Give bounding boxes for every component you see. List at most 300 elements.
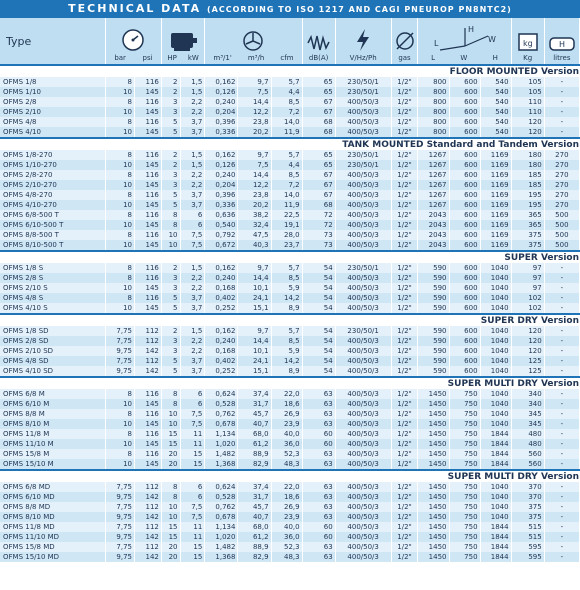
table-cell: 1,5 xyxy=(180,87,205,97)
technical-data-table xyxy=(0,18,580,562)
table-cell: - xyxy=(544,273,579,283)
table-cell: 23,7 xyxy=(271,240,302,251)
table-cell: 145 xyxy=(135,439,162,449)
table-cell: 1/2" xyxy=(391,482,418,492)
table-cell: 1844 xyxy=(480,532,511,542)
table-cell: 40,7 xyxy=(238,419,271,429)
model-cell: OFMS 1/8 S xyxy=(0,263,106,273)
table-cell: 400/50/3 xyxy=(335,449,391,459)
table-cell: 40,0 xyxy=(271,429,302,439)
table-cell: - xyxy=(544,482,579,492)
table-cell: 500 xyxy=(544,220,579,230)
table-cell: 63 xyxy=(302,459,335,470)
model-cell: OFMS 15/8 M xyxy=(0,449,106,459)
table-cell: 26,9 xyxy=(271,502,302,512)
table-cell: 8,9 xyxy=(271,366,302,377)
table-cell: 5 xyxy=(161,200,180,210)
table-cell: 400/50/3 xyxy=(335,230,391,240)
table-cell: 600 xyxy=(449,220,480,230)
table-cell: - xyxy=(544,107,579,117)
table-cell: 270 xyxy=(544,150,579,160)
table-cell: 65 xyxy=(302,160,335,170)
section-title: SUPER MULTI DRY Version xyxy=(0,470,580,482)
model-cell: OFMS 11/8 M xyxy=(0,429,106,439)
table-cell: 1450 xyxy=(418,399,449,409)
table-cell: 590 xyxy=(418,336,449,346)
table-cell: 2 xyxy=(161,77,180,87)
table-cell: 6 xyxy=(180,399,205,409)
table-cell: 88,9 xyxy=(238,449,271,459)
table-cell: 600 xyxy=(449,127,480,138)
table-cell: 1267 xyxy=(418,170,449,180)
table-cell: 7,5 xyxy=(180,230,205,240)
table-cell: 116 xyxy=(135,263,162,273)
table-cell: 345 xyxy=(511,409,544,419)
table-cell: 400/50/3 xyxy=(335,303,391,314)
table-cell: 400/50/3 xyxy=(335,170,391,180)
table-cell: 5,7 xyxy=(271,326,302,336)
table-cell: 1/2" xyxy=(391,127,418,138)
table-cell: 1,134 xyxy=(205,522,238,532)
table-cell: 3 xyxy=(161,97,180,107)
model-cell: OFMS 8/8 MD xyxy=(0,502,106,512)
table-cell: 5,7 xyxy=(271,263,302,273)
svg-text:H: H xyxy=(467,25,474,34)
model-cell: OFMS 1/8 SD xyxy=(0,326,106,336)
table-cell: 375 xyxy=(511,230,544,240)
table-cell: 22,0 xyxy=(271,389,302,399)
table-cell: 14,2 xyxy=(271,293,302,303)
table-cell: 1450 xyxy=(418,409,449,419)
table-cell: 26,9 xyxy=(271,409,302,419)
table-cell: 5,7 xyxy=(271,77,302,87)
table-cell: 0,624 xyxy=(205,389,238,399)
table-cell: 1/2" xyxy=(391,326,418,336)
page-subtitle: (ACCORDING TO ISO 1217 AND CAGI PNEUROP PN8NTC2) xyxy=(206,5,512,14)
table-cell: 500 xyxy=(544,240,579,251)
model-cell: OFMS 2/10 SD xyxy=(0,346,106,356)
table-row xyxy=(0,512,580,522)
table-cell: - xyxy=(544,117,579,127)
table-cell: 600 xyxy=(449,160,480,170)
table-cell: 8 xyxy=(106,210,135,220)
table-cell: 145 xyxy=(135,127,162,138)
table-cell: 800 xyxy=(418,77,449,87)
table-cell: 7,75 xyxy=(106,522,135,532)
table-row xyxy=(0,150,580,160)
table-cell: 40,7 xyxy=(238,512,271,522)
model-cell: OFMS 8/8 M xyxy=(0,409,106,419)
table-cell: - xyxy=(544,263,579,273)
table-row xyxy=(0,200,580,210)
table-cell: 590 xyxy=(418,303,449,314)
table-cell: 1040 xyxy=(480,283,511,293)
table-cell: 145 xyxy=(135,200,162,210)
dimensions-icon xyxy=(430,24,500,52)
table-cell: 1,5 xyxy=(180,150,205,160)
table-row xyxy=(0,492,580,502)
table-cell: 63 xyxy=(302,409,335,419)
table-row xyxy=(0,190,580,200)
table-cell: 67 xyxy=(302,190,335,200)
table-cell: 0,672 xyxy=(205,240,238,251)
table-cell: 9,75 xyxy=(106,346,135,356)
table-cell: 3 xyxy=(161,336,180,346)
model-cell: OFMS 6/8 MD xyxy=(0,482,106,492)
table-cell: 68,0 xyxy=(238,522,271,532)
table-cell: 0,540 xyxy=(205,220,238,230)
table-cell: 1,020 xyxy=(205,532,238,542)
table-cell: - xyxy=(544,409,579,419)
table-cell: 800 xyxy=(418,97,449,107)
table-cell: 230/50/1 xyxy=(335,150,391,160)
table-cell: 1/2" xyxy=(391,303,418,314)
table-cell: 500 xyxy=(544,210,579,220)
diameter-icon xyxy=(394,30,416,52)
table-cell: 8 xyxy=(106,117,135,127)
table-cell: 1450 xyxy=(418,419,449,429)
section-title: SUPER MULTI DRY Version xyxy=(0,377,580,389)
table-cell: 1169 xyxy=(480,150,511,160)
noise-header: dB(A) xyxy=(302,18,335,65)
section-header xyxy=(0,251,580,263)
m3-min-header: m³/1' xyxy=(213,54,232,62)
table-cell: 0,240 xyxy=(205,273,238,283)
table-cell: 63 xyxy=(302,512,335,522)
table-cell: 3,7 xyxy=(180,190,205,200)
table-cell: 750 xyxy=(449,482,480,492)
table-row xyxy=(0,326,580,336)
table-row xyxy=(0,230,580,240)
table-cell: 8 xyxy=(161,482,180,492)
table-cell: 5,9 xyxy=(271,283,302,293)
table-cell: 1169 xyxy=(480,190,511,200)
table-cell: 540 xyxy=(480,97,511,107)
table-cell: 9,75 xyxy=(106,532,135,542)
table-row xyxy=(0,429,580,439)
table-cell: 0,678 xyxy=(205,512,238,522)
table-cell: 1,368 xyxy=(205,459,238,470)
model-cell: OFMS 2/8 xyxy=(0,97,106,107)
table-cell: 145 xyxy=(135,87,162,97)
model-cell: OFMS 4/10-270 xyxy=(0,200,106,210)
table-cell: 7,75 xyxy=(106,542,135,552)
table-cell: 0,240 xyxy=(205,170,238,180)
table-cell: 400/50/3 xyxy=(335,220,391,230)
table-cell: 10 xyxy=(161,240,180,251)
table-cell: 195 xyxy=(511,200,544,210)
table-cell: 60 xyxy=(302,439,335,449)
table-cell: - xyxy=(544,522,579,532)
table-cell: 20 xyxy=(161,449,180,459)
table-cell: 180 xyxy=(511,150,544,160)
table-cell: 1169 xyxy=(480,230,511,240)
table-cell: 8,5 xyxy=(271,336,302,346)
table-row xyxy=(0,220,580,230)
model-cell: OFMS 2/10-270 xyxy=(0,180,106,190)
table-cell: 54 xyxy=(302,346,335,356)
table-cell: 1844 xyxy=(480,429,511,439)
table-cell: 480 xyxy=(511,429,544,439)
table-cell: 1/2" xyxy=(391,459,418,470)
table-row xyxy=(0,283,580,293)
table-row xyxy=(0,502,580,512)
table-cell: 1/2" xyxy=(391,210,418,220)
table-cell: 1040 xyxy=(480,366,511,377)
table-cell: 116 xyxy=(135,97,162,107)
table-cell: 0,678 xyxy=(205,419,238,429)
table-cell: 142 xyxy=(135,346,162,356)
svg-text:L: L xyxy=(433,39,438,48)
table-cell: 15 xyxy=(161,439,180,449)
table-cell: 600 xyxy=(449,210,480,220)
model-cell: OFMS 1/10 xyxy=(0,87,106,97)
table-cell: 400/50/3 xyxy=(335,419,391,429)
table-cell: 400/50/3 xyxy=(335,210,391,220)
table-cell: 37,4 xyxy=(238,389,271,399)
table-cell: 365 xyxy=(511,220,544,230)
table-cell: 9,75 xyxy=(106,512,135,522)
table-cell: 1040 xyxy=(480,356,511,366)
table-cell: 400/50/3 xyxy=(335,399,391,409)
table-cell: 750 xyxy=(449,449,480,459)
table-cell: 10 xyxy=(106,160,135,170)
table-cell: 125 xyxy=(511,356,544,366)
table-cell: 125 xyxy=(511,366,544,377)
table-cell: 370 xyxy=(511,482,544,492)
table-cell: 60 xyxy=(302,522,335,532)
table-cell: 116 xyxy=(135,150,162,160)
table-cell: 10 xyxy=(106,459,135,470)
model-cell: OFMS 11/10 M xyxy=(0,439,106,449)
table-cell: 1267 xyxy=(418,180,449,190)
table-cell: 31,7 xyxy=(238,399,271,409)
table-cell: 0,168 xyxy=(205,283,238,293)
table-cell: 0,162 xyxy=(205,263,238,273)
table-cell: 10 xyxy=(161,512,180,522)
table-cell: 375 xyxy=(511,240,544,251)
table-cell: 3,7 xyxy=(180,356,205,366)
model-cell: OFMS 6/10 MD xyxy=(0,492,106,502)
table-cell: 112 xyxy=(135,356,162,366)
table-cell: 600 xyxy=(449,240,480,251)
table-cell: 2043 xyxy=(418,240,449,251)
table-cell: 1,020 xyxy=(205,439,238,449)
table-cell: 2043 xyxy=(418,210,449,220)
table-cell: 1/2" xyxy=(391,160,418,170)
table-cell: 600 xyxy=(449,356,480,366)
table-cell: 1450 xyxy=(418,542,449,552)
table-cell: 600 xyxy=(449,273,480,283)
table-cell: 67 xyxy=(302,107,335,117)
svg-text:H: H xyxy=(558,40,565,49)
table-cell: 800 xyxy=(418,127,449,138)
table-cell: 600 xyxy=(449,326,480,336)
table-cell: 400/50/3 xyxy=(335,522,391,532)
table-cell: 120 xyxy=(511,326,544,336)
table-cell: 68,0 xyxy=(238,429,271,439)
table-cell: 102 xyxy=(511,303,544,314)
table-cell: 1/2" xyxy=(391,492,418,502)
table-cell: 600 xyxy=(449,336,480,346)
model-cell: OFMS 1/8 xyxy=(0,77,106,87)
table-cell: 52,3 xyxy=(271,449,302,459)
table-cell: 0,252 xyxy=(205,303,238,314)
table-cell: 1/2" xyxy=(391,532,418,542)
table-cell: 1/2" xyxy=(391,439,418,449)
table-cell: 15,1 xyxy=(238,303,271,314)
table-cell: 63 xyxy=(302,419,335,429)
table-cell: 2,2 xyxy=(180,346,205,356)
table-cell: 8 xyxy=(106,449,135,459)
sound-wave-icon xyxy=(307,34,331,52)
table-cell: 97 xyxy=(511,273,544,283)
table-cell: 230/50/1 xyxy=(335,77,391,87)
table-cell: 1844 xyxy=(480,439,511,449)
table-cell: 750 xyxy=(449,492,480,502)
svg-text:W: W xyxy=(487,35,496,44)
table-cell: 7,75 xyxy=(106,356,135,366)
table-cell: 8 xyxy=(106,190,135,200)
table-cell: - xyxy=(544,542,579,552)
table-cell: 10 xyxy=(161,419,180,429)
table-cell: 1040 xyxy=(480,389,511,399)
table-row xyxy=(0,273,580,283)
table-cell: 1/2" xyxy=(391,180,418,190)
table-cell: 63 xyxy=(302,542,335,552)
table-cell: 60 xyxy=(302,532,335,542)
model-cell: OFMS 15/10 MD xyxy=(0,552,106,562)
table-cell: 10,1 xyxy=(238,346,271,356)
table-cell: 400/50/3 xyxy=(335,492,391,502)
table-cell: 600 xyxy=(449,366,480,377)
table-cell: 590 xyxy=(418,273,449,283)
section-header xyxy=(0,314,580,326)
table-cell: 600 xyxy=(449,107,480,117)
model-cell: OFMS 11/8 MD xyxy=(0,522,106,532)
table-cell: 48,3 xyxy=(271,459,302,470)
table-cell: 595 xyxy=(511,552,544,562)
table-cell: 54 xyxy=(302,326,335,336)
table-cell: 600 xyxy=(449,150,480,160)
table-row xyxy=(0,439,580,449)
table-cell: 3,7 xyxy=(180,117,205,127)
table-cell: 2 xyxy=(161,326,180,336)
table-cell: 110 xyxy=(511,107,544,117)
table-cell: 1/2" xyxy=(391,552,418,562)
table-cell: 600 xyxy=(449,283,480,293)
table-cell: 11 xyxy=(180,429,205,439)
table-cell: 600 xyxy=(449,117,480,127)
table-cell: - xyxy=(544,127,579,138)
table-cell: 1169 xyxy=(480,160,511,170)
table-cell: 14,0 xyxy=(271,190,302,200)
table-cell: 230/50/1 xyxy=(335,87,391,97)
table-cell: 1/2" xyxy=(391,77,418,87)
table-row xyxy=(0,552,580,562)
table-cell: 142 xyxy=(135,492,162,502)
table-cell: 2 xyxy=(161,150,180,160)
table-cell: 54 xyxy=(302,283,335,293)
table-cell: 63 xyxy=(302,449,335,459)
model-cell: OFMS 2/8 S xyxy=(0,273,106,283)
table-cell: 32,4 xyxy=(238,220,271,230)
table-cell: 73 xyxy=(302,230,335,240)
table-cell: 18,6 xyxy=(271,399,302,409)
table-cell: 400/50/3 xyxy=(335,389,391,399)
bar-header: bar xyxy=(114,54,126,62)
table-cell: 10 xyxy=(106,200,135,210)
hp-header: HP xyxy=(167,54,177,62)
table-cell: 7,5 xyxy=(180,419,205,429)
table-cell: 48,3 xyxy=(271,552,302,562)
pressure-header xyxy=(106,18,162,65)
table-cell: 1/2" xyxy=(391,240,418,251)
table-cell: 1040 xyxy=(480,409,511,419)
table-cell: 2,2 xyxy=(180,283,205,293)
table-row xyxy=(0,210,580,220)
table-cell: 3 xyxy=(161,283,180,293)
model-cell: OFMS 2/8 SD xyxy=(0,336,106,346)
table-cell: 145 xyxy=(135,220,162,230)
table-cell: 9,7 xyxy=(238,77,271,87)
table-cell: 142 xyxy=(135,552,162,562)
table-cell: 230/50/1 xyxy=(335,263,391,273)
table-cell: 1267 xyxy=(418,200,449,210)
table-cell: 31,7 xyxy=(238,492,271,502)
table-cell: 600 xyxy=(449,293,480,303)
table-cell: - xyxy=(544,293,579,303)
table-cell: 63 xyxy=(302,389,335,399)
table-cell: 15 xyxy=(161,522,180,532)
table-cell: 9,75 xyxy=(106,492,135,502)
table-cell: 116 xyxy=(135,429,162,439)
table-cell: 10 xyxy=(106,220,135,230)
table-cell: 0,204 xyxy=(205,180,238,190)
table-cell: 2,2 xyxy=(180,107,205,117)
table-row xyxy=(0,459,580,470)
table-cell: 5 xyxy=(161,366,180,377)
table-row xyxy=(0,522,580,532)
table-cell: 116 xyxy=(135,389,162,399)
model-cell: OFMS 15/10 M xyxy=(0,459,106,470)
table-cell: 54 xyxy=(302,303,335,314)
table-cell: 2 xyxy=(161,160,180,170)
gas-header: gas xyxy=(391,18,418,65)
table-cell: 400/50/3 xyxy=(335,532,391,542)
table-cell: 12,2 xyxy=(238,107,271,117)
table-row xyxy=(0,356,580,366)
table-cell: 340 xyxy=(511,389,544,399)
table-cell: 10 xyxy=(161,502,180,512)
table-cell: 400/50/3 xyxy=(335,459,391,470)
table-cell: 1,5 xyxy=(180,263,205,273)
table-cell: 145 xyxy=(135,180,162,190)
table-row xyxy=(0,336,580,346)
table-cell: 590 xyxy=(418,346,449,356)
table-cell: 230/50/1 xyxy=(335,326,391,336)
table-cell: - xyxy=(544,492,579,502)
table-cell: 590 xyxy=(418,283,449,293)
table-cell: 8 xyxy=(161,492,180,502)
table-cell: 6 xyxy=(180,210,205,220)
section-header xyxy=(0,470,580,482)
table-row xyxy=(0,87,580,97)
table-row xyxy=(0,127,580,138)
table-cell: 145 xyxy=(135,240,162,251)
table-cell: 1450 xyxy=(418,482,449,492)
table-cell: 82,9 xyxy=(238,459,271,470)
